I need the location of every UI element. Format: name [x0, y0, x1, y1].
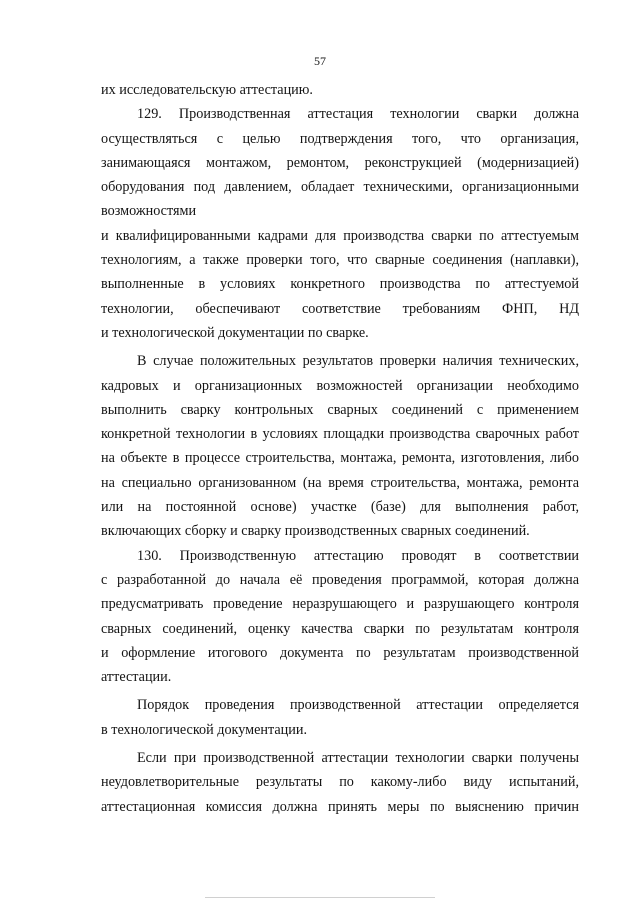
- text-line: технологиям, а также проверки того, что сварные соединения (наплавки),: [101, 252, 579, 269]
- text-line: сварных соединений, оценку качества сварки по результатам контроля: [101, 620, 579, 637]
- text-line: В случае положительных результатов проверки наличия технических,: [137, 353, 579, 370]
- text-line: конкретной технологии в условиях площадки производства сварочных работ: [101, 426, 579, 443]
- text-line: технологии, обеспечивают соответствие требованиям ФНП, НД: [101, 300, 579, 317]
- text-line: и квалифицированными кадрами для производства сварки по аттестуемым: [101, 227, 579, 244]
- text-line: аттестации.: [101, 669, 172, 686]
- text-line: в технологической документации.: [101, 721, 307, 738]
- text-line: кадровых и организационных возможностей организации необходимо: [101, 377, 579, 394]
- text-line: Порядок проведения производственной аттестации определяется: [137, 697, 579, 714]
- text-line: с разработанной до начала её проведения программой, которая должна: [101, 571, 579, 588]
- scan-edge-line: [205, 897, 435, 898]
- text-line: 130. Производственную аттестацию проводят в соответствии: [137, 547, 579, 564]
- text-line: их исследовательскую аттестацию.: [101, 82, 313, 98]
- text-line: или на постоянной основе) участке (базе) для выполнения работ,: [101, 499, 579, 516]
- text-line: осуществляться с целью подтверждения того, что организация,: [101, 130, 579, 147]
- page-number: 57: [314, 54, 326, 68]
- document-body: [101, 78, 579, 819]
- text-line: на объекте в процессе строительства, монтажа, ремонта, изготовления, либо: [101, 450, 579, 467]
- text-line: предусматривать проведение неразрушающего и разрушающего контроля: [101, 596, 579, 613]
- text-line: на специально организованном (на время строительства, монтажа, ремонта: [101, 474, 579, 491]
- text-line: неудовлетворительные результаты по какому-либо виду испытаний,: [101, 774, 579, 791]
- text-line: и технологической документации по сварке.: [101, 324, 369, 341]
- text-line: Если при производственной аттестации технологии сварки получены: [137, 750, 579, 767]
- text-line: занимающаяся монтажом, ремонтом, реконструкцией (модернизацией): [101, 154, 579, 171]
- text-line: аттестационная комиссия должна принять меры по выяснению причин: [101, 798, 579, 815]
- text-line: возможностями: [101, 203, 197, 220]
- text-line: выполненные в условиях конкретного производства по аттестуемой: [101, 276, 579, 293]
- text-line: 129. Производственная аттестация технологии сварки должна: [137, 106, 579, 123]
- text-line: оборудования под давлением, обладает техническими, организационными: [101, 179, 579, 196]
- text-line: выполнить сварку контрольных сварных соединений с применением: [101, 401, 579, 418]
- text-line: и оформление итогового документа по результатам производственной: [101, 644, 579, 661]
- text-line: включающих сборку и сварку производственных сварных соединений.: [101, 523, 530, 540]
